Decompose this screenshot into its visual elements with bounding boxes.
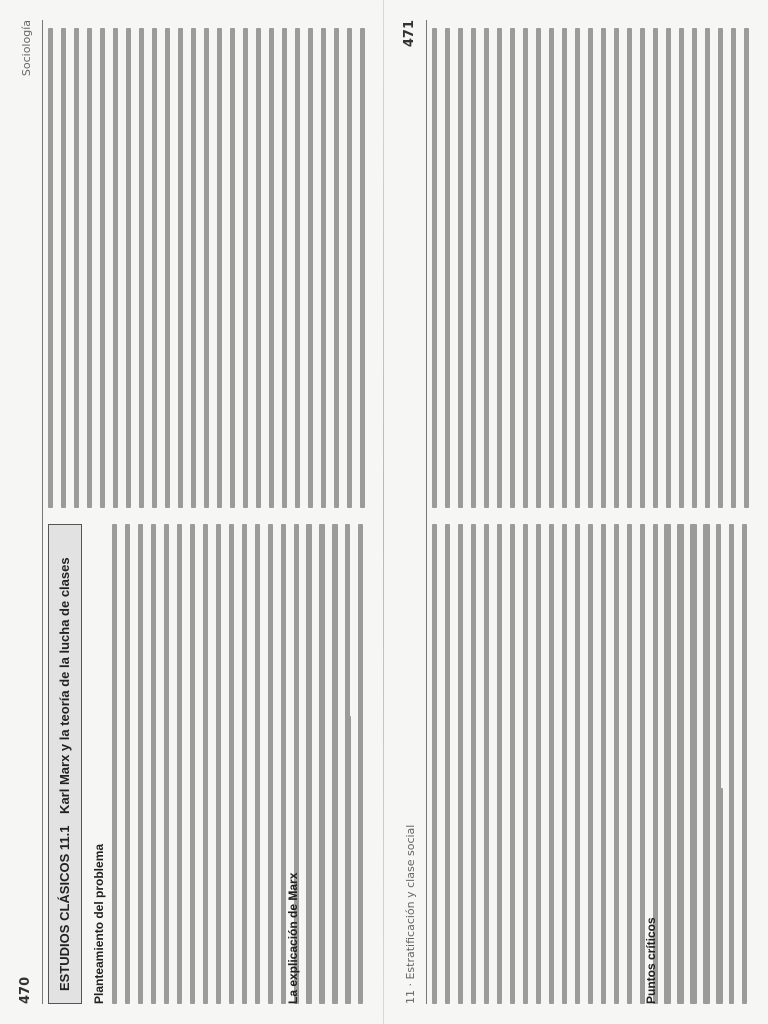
right-page-header [400, 20, 427, 1004]
right-running-head: 11 · Estratificación y clase social [404, 824, 417, 1004]
body-text [48, 28, 370, 508]
right-column-1 [432, 524, 754, 1004]
right-page-number: 471 [402, 20, 417, 48]
body-text [306, 524, 370, 1004]
section-heading: Planteamiento del problema [92, 843, 106, 1004]
right-column-2 [432, 28, 754, 508]
left-column-2 [48, 28, 370, 508]
section-heading: Puntos críticos [644, 917, 658, 1004]
body-text [432, 28, 754, 508]
left-page-header [16, 20, 43, 1004]
classic-study-box [48, 524, 82, 1004]
box-title [57, 537, 72, 991]
left-running-head: Sociología [20, 20, 33, 77]
right-page [384, 0, 768, 1024]
left-page-number: 470 [18, 976, 33, 1004]
box-heading: Karl Marx y la teoría de la lucha de clases [57, 557, 72, 814]
body-text [664, 524, 754, 1004]
section-heading: La explicación de Marx [286, 872, 300, 1004]
left-column-1 [48, 524, 370, 1004]
box-code: ESTUDIOS CLÁSICOS 11.1 [57, 825, 72, 991]
